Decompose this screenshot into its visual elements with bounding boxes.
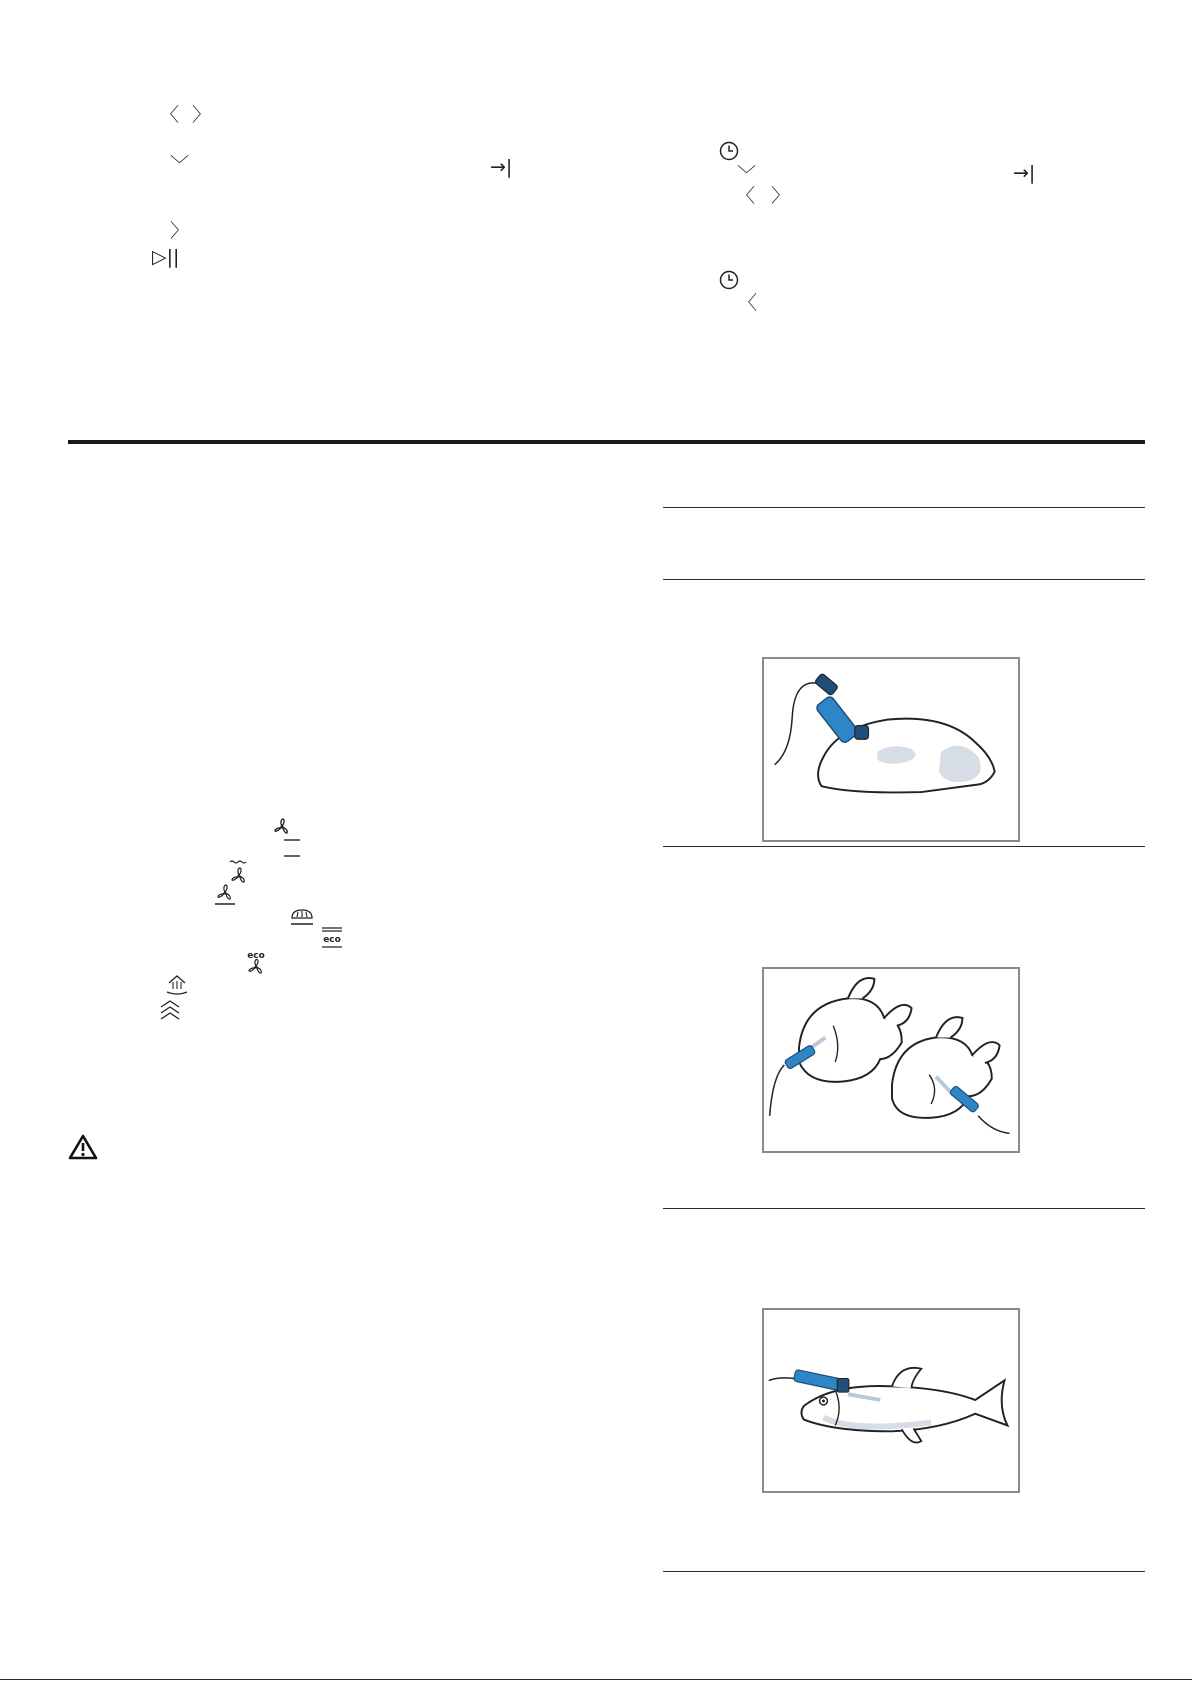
arrow-left-symbol: 〈 [160,104,180,126]
section-divider [68,440,1145,444]
page-bottom-rule [0,1679,1192,1680]
meat-probe-poultry-illustration [762,967,1020,1153]
clock-icon [719,270,739,290]
pizza-setting-icon [290,907,314,927]
intensive-heat-icon [159,999,181,1021]
bottom-heat-fan-icon [214,884,236,906]
table-rule [663,1208,1145,1209]
skip-to-end-symbol: →| [1013,162,1036,184]
arrow-right-symbol: 〉 [192,104,212,126]
eco-hot-air-icon [245,950,267,976]
arrow-right-symbol: 〉 [771,185,791,207]
arrow-down-symbol: ﹀ [737,164,757,186]
arrow-left-symbol: 〈 [738,292,758,314]
clock-icon [719,141,739,161]
table-rule [663,579,1145,580]
hot-air-fan-icon [272,817,292,837]
meat-probe-roast-illustration [762,657,1020,842]
arrow-left-symbol: 〈 [736,185,756,207]
top-bottom-heating-icon [283,838,301,858]
keep-warm-icon [166,974,188,996]
skip-to-end-symbol: →| [490,156,513,178]
meat-probe-fish-illustration [762,1308,1020,1493]
arrow-right-symbol: 〉 [170,220,190,242]
svg-text:eco: eco [323,935,341,945]
table-rule [663,1571,1145,1572]
grill-fan-icon [229,860,249,886]
arrow-down-symbol: ﹀ [170,154,190,176]
table-rule [663,507,1145,508]
eco-top-bottom-icon [321,926,343,950]
start-pause-symbol: ▷|| [152,246,180,268]
warning-triangle-icon [68,1134,98,1160]
svg-text:eco: eco [247,951,265,961]
table-rule [663,846,1145,847]
